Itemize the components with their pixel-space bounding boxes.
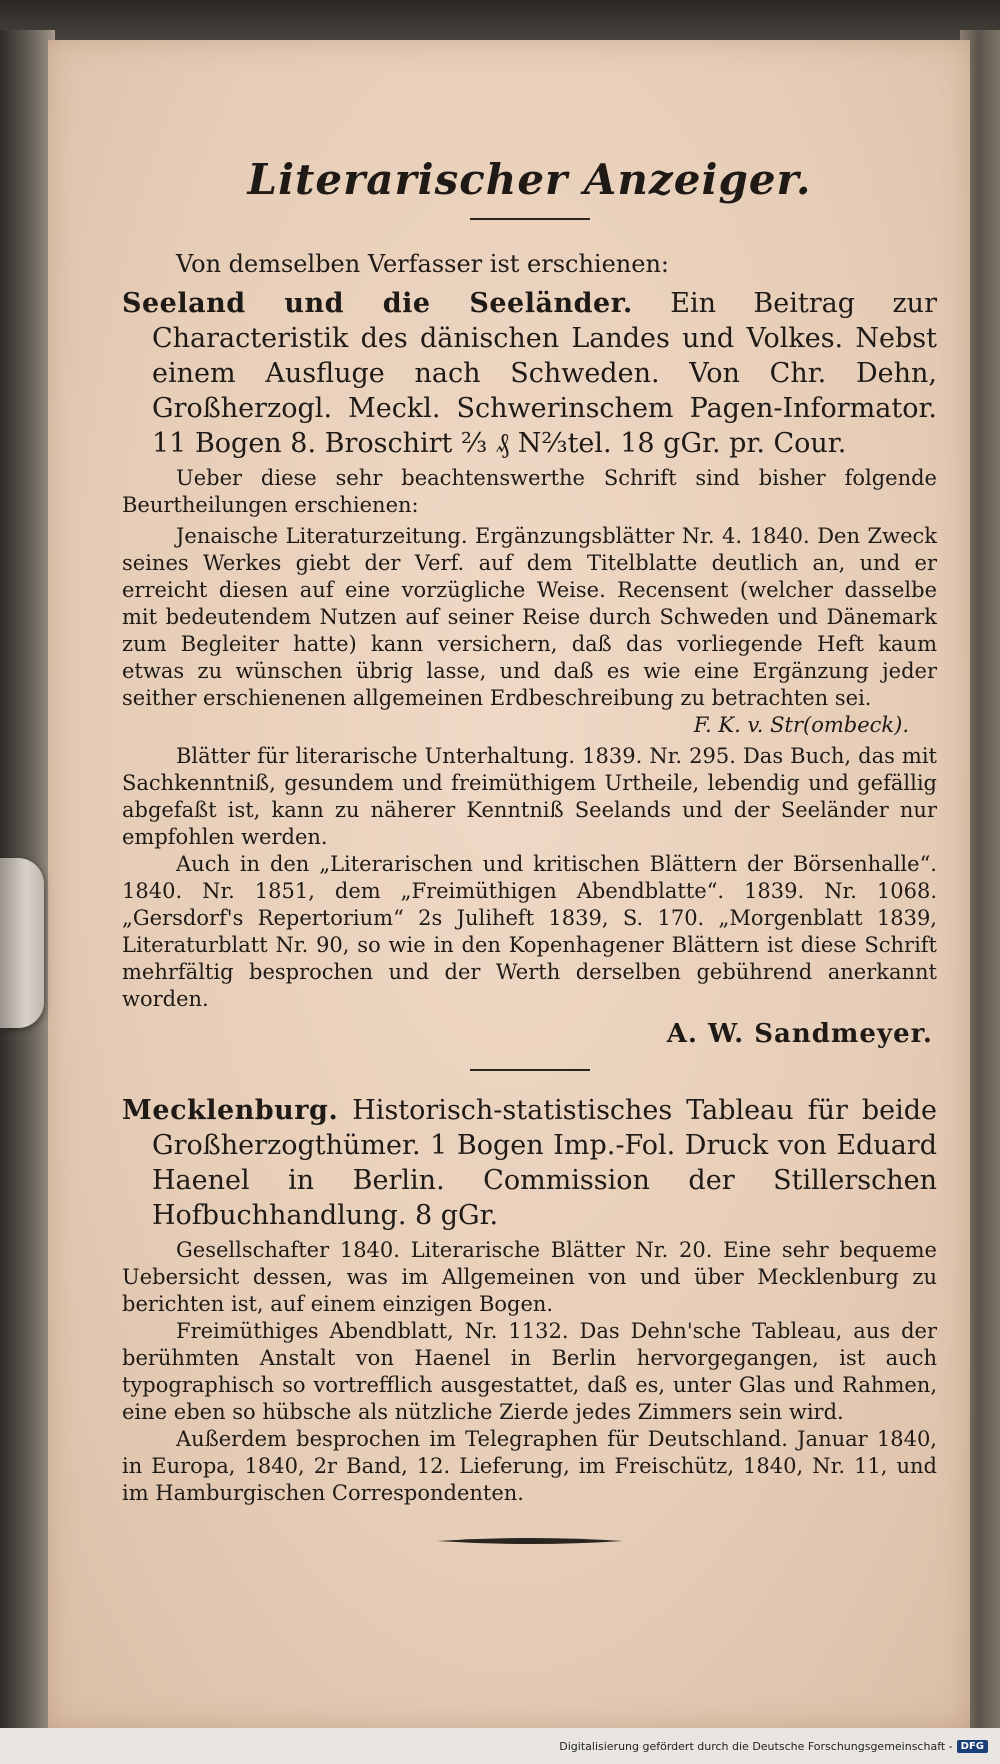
book1-review-other: Auch in den „Literarischen und kritischen Blättern der Börsenhalle“. 1840. Nr. 1851, dem „Freimüthigen Abendblatte“. 1839. Nr. 1068. „Gersdorf's Repertorium“ 2s Juliheft 1839, S. 170. „Morgenblatt 1839, Literaturblatt Nr. 90, so wie in den Kopenhagener Blättern ist diese Schrift mehrfältig besprochen und der Werth derselben gebührend anerkannt worden. [122,852,937,1011]
book1-description: Ein Beitrag zur Characteristik des dänischen Landes und Volkes. Nebst einem Ausfluge nach Schweden. Von Chr. Dehn, Großherzogl. Meckl. Schwerinschem Pagen-Informator. 11 Bogen 8. Broschirt ⅔ ₰ N⅔tel. 18 gGr. pr. Cour. [152,288,937,459]
intro-line: Von demselben Verfasser ist erschienen: [176,250,670,278]
dfg-logo: DFG [957,1740,988,1753]
section-rule [470,1069,590,1071]
page-sheet [48,40,970,1728]
book1-reviews-intro: Ueber diese sehr beachtenswerthe Schrift sind bisher folgende Beurtheilungen erschienen: [122,466,937,517]
book1-heading: Seeland und die Seeländer. [122,288,633,319]
book1-review-blaetter: Blätter für literarische Unterhaltung. 1839. Nr. 295. Das Buch, das mit Sachkenntniß, gesundem und freimüthigem Urtheile, lebendig und gefällig abgefaßt ist, kann zu näherer Kenntniß Seelands und der Seeländer nur empfohlen werden. [122,744,937,849]
page-clip [0,858,44,1028]
book2-announcement [122,1093,937,1233]
book1-announcement [122,286,937,461]
footer-text: Digitalisierung gefördert durch die Deutsche Forschungsgemeinschaft - [559,1740,953,1753]
book2-review-abendblatt: Freimüthiges Abendblatt, Nr. 1132. Das Dehn'sche Tableau, aus der berühmten Anstalt von Haenel in Berlin hervorgegangen, ist auch typographisch so vortrefflich ausgestattet, daß es, unter Glas und Rahmen, eine eben so hübsche als nützliche Zierde jedes Zimmers sein wird. [122,1319,937,1424]
book2-review-other: Außerdem besprochen im Telegraphen für Deutschland. Januar 1840, in Europa, 1840, 2r Band, 12. Lieferung, im Freischütz, 1840, Nr. 11, und im Hamburgischen Correspondenten. [122,1427,937,1505]
digitization-footer [559,1740,988,1753]
book1-review-jenaische: Jenaische Literaturzeitung. Ergänzungsblätter Nr. 4. 1840. Den Zweck seines Werkes giebt der Verf. auf dem Titelblatte deutlich an, und er erreicht diesen auf eine vorzügliche Weise. Recensent (welcher dasselbe mit bedeutendem Nutzen auf seiner Reise durch Schweden und Dänemark zum Begleiter hatte) kann versichern, daß das vorliegende Heft kaum etwas zu wünschen übrig lasse, und daß es wie eine Ergänzung jeder seither erschienenen allgemeinen Erdbeschreibung zu betrachten sei. [122,524,937,710]
book1-review-signature: F. K. v. Str(ombeck). [693,713,909,737]
publisher-signature: A. W. Sandmeyer. [666,1019,933,1049]
page-content [122,155,937,1549]
book2-heading: Mecklenburg. [122,1095,339,1126]
end-ornament-icon [435,1533,625,1549]
title-rule [470,218,590,220]
book2-review-gesellschafter: Gesellschafter 1840. Literarische Blätter Nr. 20. Eine sehr bequeme Uebersicht dessen, was im Allgemeinen von und über Mecklenburg zu berichten ist, auf einem einzigen Bogen. [122,1238,937,1316]
book2-description: Historisch-statistisches Tableau für beide Großherzogthümer. 1 Bogen Imp.-Fol. Druck von Eduard Haenel in Berlin. Commission der Stillerschen Hofbuchhandlung. 8 gGr. [152,1095,937,1231]
page-title: Literarischer Anzeiger. [247,155,812,204]
